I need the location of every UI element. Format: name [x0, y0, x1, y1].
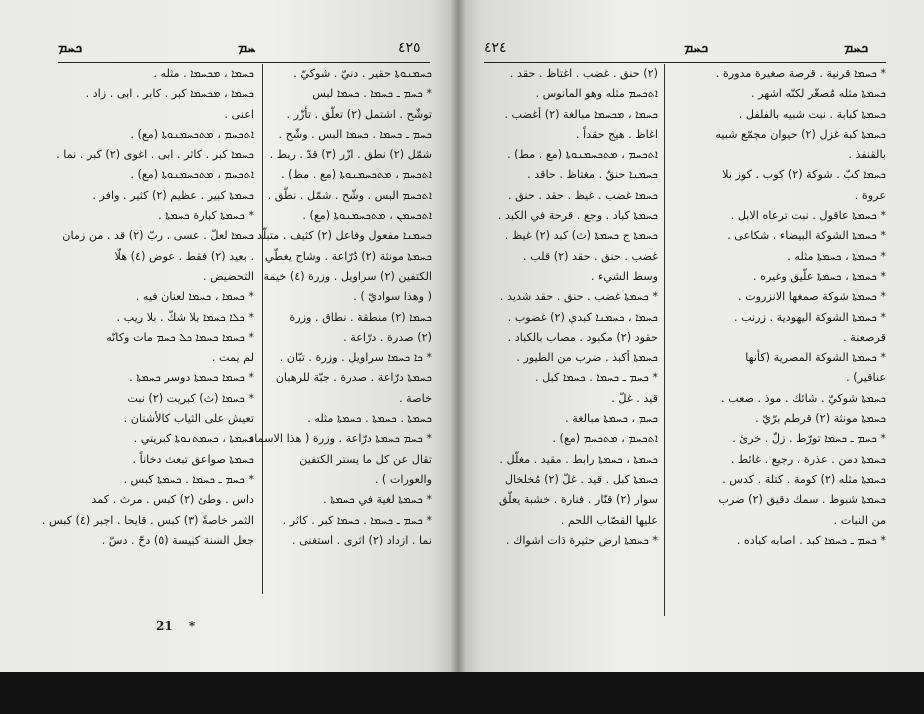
dictionary-line: شمّل (٢) نطق . ازّر (٣) قدّ . ربط . [269, 148, 432, 162]
dictionary-line: نما . ازداد (٢) اثرى . استغنى . [292, 533, 432, 547]
dictionary-line: وسط الشيء . [590, 269, 658, 283]
dictionary-line: * ܟܚܡ ـ ܟܚܡܐ . ܟܚܡܐ كبر . كاثر . [282, 513, 432, 527]
dictionary-line: * ܟܚܡܬܐ ، ܟܚܡܬܐ علّيق وغيره . [753, 269, 886, 283]
dictionary-line: ܐܬܟܚܡ ، ܡܬܟܚܡܢܘܬܐ (مع . مط) . [507, 148, 658, 162]
dictionary-line: ܟܚܡܐ ، ܡܟܚܡܐ كبر . كابر . ابى . زاد . [85, 87, 254, 101]
dictionary-line: ܟܚܡܬܐ ، ܟܚܡܬܢܘܬܐ كبريتي . [133, 432, 254, 446]
dictionary-line: ܐܬܟܚܡ مثله وهو المانوس . [535, 87, 658, 101]
book-gutter [450, 0, 466, 672]
dictionary-line: ܐܬܟܚܡ ، ܡܬܟܚܡ (مع) . [552, 432, 658, 446]
dictionary-line: ܟܚܡܐ ، ܡܟܚܡܐ . مثله . [153, 67, 254, 80]
left-header-left: ܟܚܡ [58, 40, 83, 56]
right-page-header [484, 40, 886, 63]
dictionary-line: والعورات ) . [374, 472, 432, 486]
dictionary-line: جعل السنة كبيسة (٥) دحّ . دسّ . [101, 533, 254, 547]
dictionary-line: ܟܚܡܐ كبّ . شوكة (٢) كوب . كوز بلا [722, 168, 886, 182]
dictionary-line: عليها القصّاب اللحم . [560, 513, 658, 527]
dictionary-line: * ܟܚܡܐ ، ܟܚܡܐ لعنان فيه . [135, 290, 254, 304]
dictionary-line: * ܟܚܡܬܐ لغية في ܟܚܡܬܐ . [323, 493, 432, 507]
dictionary-line: ܟܚܡܬܐ شوكيّ . شائك . موذ . صعب . [720, 391, 886, 405]
dictionary-line: ܟܚܡܬܐ كبة غزل (٢) حيوان مجمّع شبيه [715, 127, 886, 141]
dictionary-line: توشّح . اشتمل (٢) تعلّق . تأزّر . [286, 107, 432, 121]
dictionary-line: ܟܚܡܬܐ . ܟܚܡܬܐ . ܟܚܡܬܐ مثله . [307, 412, 432, 426]
dictionary-line: * ܟܠܐ ܟܚܡܐ بلا شكّ . بلا ريب . [116, 310, 254, 324]
left-column-rule [262, 64, 263, 594]
dictionary-line: * ܟܚܡܬܐ كبارة ܟܚܡܬܐ . [158, 209, 254, 223]
dictionary-line: ܟܚܡܬܐ شبوط . سمك دقيق (٢) ضرب [718, 493, 886, 507]
dictionary-line: * ܟܚܡܬܐ ارض حثيرة ذات اشواك . [505, 533, 658, 547]
dictionary-line: * ܟܚܡܬܐ عاقول . نبت ترعاه الابل . [730, 209, 886, 223]
dictionary-line: ܟܚܡܬܐ ج ܟܚܡܬܐ (ث) كبد (٢) غيظ . [504, 229, 658, 243]
dictionary-line: من النبات . [833, 513, 886, 527]
right-column-rule [664, 64, 665, 616]
dictionary-line: تعيش على الثياب كالأشنان . [123, 412, 254, 426]
right-header-page-number: ٤٢٤ [484, 40, 507, 56]
dictionary-line: * ܟܚܡܬܐ الشوكة المصرية (كأنها [745, 351, 886, 365]
dictionary-line: عروة . [854, 188, 886, 202]
dictionary-line: * ܟܐ ܟܚܡܐ سراويل . وزرة . تبّان . [279, 351, 432, 365]
dictionary-line: ܟܚܡ ـ ܟܚܡܐ . ܟܚܡܐ البس . وشّح . [278, 127, 432, 141]
dictionary-line: * ܟܚܡ ܟܚܡܬܐ درّاعة . وزرة ( هذا الاسماء [249, 432, 432, 446]
dictionary-line: ܟܚܡܬܐ كبل . قيد . غلّ (٢) مُخلخال [504, 472, 658, 486]
dictionary-line: ܟܚܡܐ لعلّ . عسى . ربّ (٢) قد . من زمان [62, 229, 254, 243]
dictionary-line: الثمر خاصةً (٣) كبس . قايحا . اجبر (٤) كبس . [41, 513, 254, 527]
left-header-page-number: ٤٢٥ [398, 40, 421, 56]
dictionary-line: داس . وطئ (٢) كبس . مرث . كمد [91, 493, 254, 507]
left-header-center: ܚܡ [238, 40, 256, 56]
left-outer-column [41, 64, 254, 551]
dictionary-line: ܟܚܡܬܐ مونثة (٢) قرطم برّيّ . [755, 412, 886, 426]
dictionary-line: سوار (٢) قنّار . فنارة . خشبة يعلّق [498, 493, 658, 507]
dictionary-line: ܟܚܡܢܐ حنقٌ . مغتاظ . حاقد . [527, 168, 658, 182]
dictionary-line: * ܟܚܡܬܐ غضب . حنق . حقد شديد . [499, 290, 658, 304]
dictionary-line: ܟܚܡܐ (٢) منطقة . نطاق . وزرة [289, 310, 432, 324]
dictionary-line: * ܟܚܡ ـ ܟܚܡܐ . ܟܚܡܐ كبل . [534, 371, 658, 385]
page-number-mark: * [188, 619, 196, 633]
dictionary-line: ܟܚܡܬܐ دمن . عذرة . رجيع . غائط . [730, 452, 886, 466]
dictionary-line: عناقير) . [846, 371, 886, 385]
dictionary-line: لم يمت . [211, 351, 254, 365]
right-page [458, 0, 924, 672]
dictionary-line: ܟܚܡܬܐ كبير . عظيم (٢) كثير . وافر . [92, 188, 254, 202]
dictionary-line: ܟܚܡ ، ܟܚܡܬܐ مبالغة . [565, 412, 658, 426]
dictionary-line: ܟܚܡܬܐ مثله (٢) كومة . كتلة . كدس . [722, 472, 886, 486]
dictionary-line: ܟܚܡܬܐ ، ܟܚܡܬܐ رابط . مقيد . مغلّل . [499, 452, 658, 466]
dictionary-line: الكتفين (٢) سراويل . وزرة (٤) خيمة [263, 269, 432, 283]
dictionary-line: بالقنفذ . [848, 148, 886, 162]
dictionary-line: ܟܚܡܬܐ مثله مُصغّر لكنّه اشهر . [750, 87, 886, 101]
dictionary-line: ܟܚܡܬܐ مونثة (٢) دُرّاعة . وشاح يغطّي [264, 249, 432, 263]
dictionary-line: اغاظ . هيج حقداً . [575, 127, 658, 141]
dictionary-line: ܟܚܡܐ ، ܡܟܚܡܐ مبالغة (٢) أغضب . [504, 107, 658, 121]
left-page-header [58, 40, 430, 63]
dictionary-line: * ܟܚܡܐ ܟܚܡܬܐ دوسر ܟܚܡܬܐ . [129, 371, 254, 385]
dictionary-line: * ܟܚܡܐ (ث) كبريت (٢) نبت [127, 391, 254, 405]
dictionary-line: * ܟܚܡܐ ܟܚܡܐ ܟܠ ܟܚܡ مات وكانّه [106, 330, 254, 344]
dictionary-line: ܐܬܟܚܡܢ ، ܡܬܟܚܡܢܘܬܐ (مع) . [302, 209, 432, 223]
dictionary-line: ܟܚܡܬܐ صواعق تبعث دخاناً . [132, 452, 254, 466]
dictionary-line: ܟܚܡܢܐ مفعول وفاعل (٢) كثيف . متبلّد . [249, 229, 432, 243]
dictionary-line: * ܟܚܡ ـ ܟܚܡܐ تورّط . زلّ . خرئ . [732, 432, 886, 446]
left-inner-column [249, 64, 432, 551]
dictionary-line: تقال عن كل ما يستر الكتفين [299, 452, 432, 466]
right-header-center: ܟܚܡ [684, 40, 709, 56]
right-header-right: ܟܚܡ [844, 40, 869, 56]
dictionary-line: * ܟܚܡ ـ ܟܚܡܐ . ܟܚܡܬܐ كبس . [123, 472, 254, 486]
page-number-footer [156, 619, 195, 633]
right-inner-column [484, 64, 658, 551]
dictionary-line: ܟܚܡܐ ، ܟܚܡܢܐ كبدي (٢) غضوب . [507, 310, 658, 324]
dictionary-line: خاصة . [399, 391, 432, 405]
dictionary-line: * ܟܚܡܐ قرنية . قرصة صغيرة مدورة . [715, 67, 886, 80]
dictionary-line: ܟܚܡܐ غضب . غيظ . حقد . حنق . [508, 188, 658, 202]
dictionary-line: قرصعنة . [843, 330, 886, 344]
dictionary-line: ( وهذا سواديّ ) . [353, 290, 432, 304]
dictionary-line: قيد . غلّ . [611, 391, 658, 405]
dictionary-line: ܟܚܡܬܐ كباد . وجع . قرحة في الكبد . [497, 209, 658, 223]
dictionary-line: ܐܬܟܚܡ ، ܡܬܟܚܡܢܘܬܐ (مع . مط) . [281, 168, 432, 182]
dictionary-line: * ܟܚܡ ـ ܟܚܡܐ كبد . اصابه كباده . [736, 533, 886, 547]
dictionary-line: (٢) صدرة . درّاعة . [343, 330, 432, 344]
dictionary-line: اعنى . [224, 107, 254, 121]
dictionary-line: . بعيد (٢) فقط . عوض (٤) هلّا [114, 249, 254, 263]
dictionary-line: * ܟܚܡܬܐ الشوكة البيضاء . شكاعى . [727, 229, 886, 243]
dictionary-line: * ܟܚܡ ـ ܟܚܡܐ . ܟܚܡܐ لبس [312, 87, 432, 101]
dictionary-line: غضب . حنق . حقد (٢) قلب . [523, 249, 658, 263]
dictionary-line: * ܟܚܡܬܐ ، ܟܚܡܬܐ مثله . [787, 249, 886, 263]
dictionary-line: ܟܚܡܬܐ درّاعة . صدرة . جبّة للرهبان [275, 371, 432, 385]
left-page [0, 0, 458, 672]
dictionary-line: ܟܚܡܬܐ أكبد . ضرب من الطيور . [516, 351, 658, 365]
dictionary-line: حقود (٢) مكبود . مصاب بالكباد . [507, 330, 658, 344]
dictionary-line: التحضيض . [202, 269, 254, 283]
dictionary-line: ܟܚܡܢܘܬܐ حقير . دنيّ . شوكيّ . [293, 67, 432, 80]
scan-bottom-edge [0, 672, 924, 714]
dictionary-line: ܐܬܟܚܡ البس . وشّح . شمّل . نطّق . [267, 188, 432, 202]
dictionary-line: ܐܬܟܚܡ ، ܡܬܟܚܡܢܘܬܐ (مع) . [130, 127, 254, 141]
dictionary-line: ܐܬܟܚܡ ، ܡܬܟܚܡܢܘܬܐ (مع) . [130, 168, 254, 182]
dictionary-line: * ܟܚܡܬܐ الشوكة اليهودية . زرنب . [733, 310, 886, 324]
page-number: 21 [156, 619, 173, 633]
right-outer-column [670, 64, 886, 551]
dictionary-line: (٢) حنق . غضب . اغتاظ . حقد . [509, 67, 658, 80]
dictionary-line: ܟܚܡܬܐ كبابة . نبت شبيه بالفلفل . [738, 107, 886, 121]
dictionary-line: ܟܚܡܐ كبر . كاثر . ابى . اغوى (٢) كبر . نما . [56, 148, 254, 162]
dictionary-line: * ܟܚܡܬܐ شوكة صمغها الانزروت . [737, 290, 886, 304]
